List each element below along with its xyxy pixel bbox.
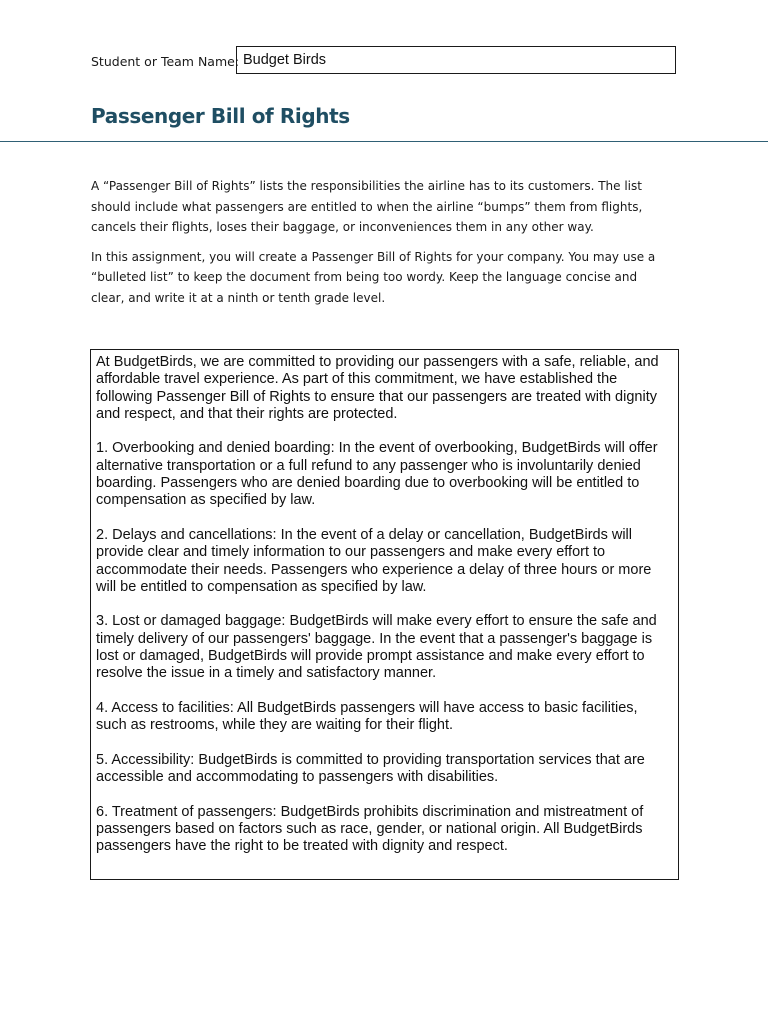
answer-paragraph-intro: At BudgetBirds, we are committed to providing our passengers with a safe, reliable, and affordable travel experience. As part of this commitment, we have established the following Passenger Bill of Rights to ensure that our passengers are treated with dignity and respect, and that their rights are protected. (96, 354, 659, 422)
team-name-field[interactable]: Budget Birds (236, 46, 676, 74)
answer-item-facilities: 4. Access to facilities: All BudgetBirds passengers will have access to basic facilities, such as restrooms, while they are waiting for their flight. (96, 699, 638, 734)
instructions-paragraph: A “Passenger Bill of Rights” lists the responsibilities the airline has to its customers. The list should include what passengers are entitled to when the airline “bumps” them from flights, cancels their flights, loses their baggage, or inconveniences them in any other way. (91, 179, 643, 234)
instructions-paragraph: In this assignment, you will create a Passenger Bill of Rights for your company. You may use a “bulleted list” to keep the document from being too wordy. Keep the language concise and clear, and write it at a ninth or tenth grade level. (91, 249, 656, 305)
page-title: Passenger Bill of Rights (91, 104, 350, 128)
title-divider (0, 141, 768, 142)
name-row (91, 46, 678, 76)
answer-text-box[interactable] (90, 349, 679, 880)
instructions (91, 176, 671, 317)
answer-item-accessibility: 5. Accessibility: BudgetBirds is committed to providing transportation services that are accessible and accommodating to passengers with disabilities. (96, 751, 645, 786)
answer-item-treatment: 6. Treatment of passengers: BudgetBirds prohibits discrimination and mistreatment of passengers based on factors such as race, gender, or national origin. All BudgetBirds passengers have the right to be treated with dignity and respect. (96, 803, 644, 855)
answer-item-delays: 2. Delays and cancellations: In the event of a delay or cancellation, BudgetBirds will provide clear and timely information to our passengers and make every effort to accommodate their needs. Passengers who experience a delay of three hours or more will be entitled to compensation as specified by law. (96, 526, 652, 595)
answer-item-overbooking: 1. Overbooking and denied boarding: In the event of overbooking, BudgetBirds will offer alternative transportation or a full refund to any passenger who is involuntarily denied boarding. Passengers who are denied boarding due to overbooking will be entitled to compensation as specified by law. (96, 440, 658, 509)
name-label: Student or Team Name: (91, 53, 240, 69)
answer-item-baggage: 3. Lost or damaged baggage: BudgetBirds will make every effort to ensure the safe and timely delivery of our passengers' baggage. In the event that a passenger's baggage is lost or damaged, BudgetBirds will provide prompt assistance and make every effort to resolve the issue in a timely and satisfactory manner. (96, 613, 657, 682)
